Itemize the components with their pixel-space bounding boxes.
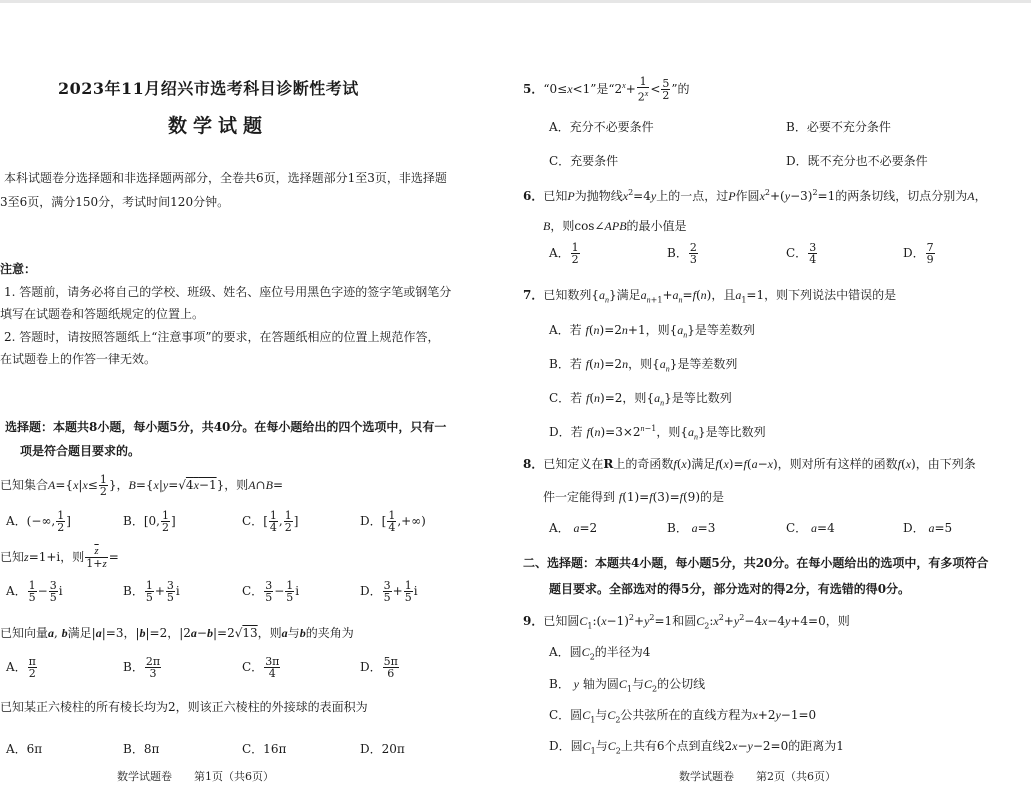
subject-title: 数学试题: [168, 115, 269, 137]
q6-stem-line1: 6．已知P为抛物线$x^2=4y$上的一点，过P作圆$x^2+(y-3)^2=1$的两条切线，切点分别为A，: [523, 188, 987, 203]
q3-option-d: D． $\frac{5\pi}{6}$: [360, 655, 398, 680]
q9-stem: 9．已知圆$C_1:(x-1)^2+y^2=1$和圆$C_2:x^2+y^2-4x-4y+4=0$，则: [523, 613, 850, 631]
q1-stem: 已知集合A={x|x≤ $\frac{1}{2}$ }，B={x|y=√4x−1}，则A∩B=: [0, 473, 284, 498]
q3-option-b: B． $\frac{2\pi}{3}$: [123, 655, 161, 680]
q8-option-a: A． a=2: [549, 521, 598, 535]
top-border: [0, 0, 1031, 3]
intro-line-1: 本科试题卷分选择题和非选择题两部分，全卷共6页，选择题部分1至3页，非选择题: [4, 171, 447, 185]
notice-heading: 注意：: [0, 262, 37, 276]
q7-stem: 7．已知数列$\{a_n\}$满足$a_{n+1}+a_n=f(n)$，且$a_1=1$，则下列说法中错误的是: [523, 288, 897, 305]
q3-stem: 已知向量a, b满足|a|=3，|b|=2，|2a−b|=2√13，则a与b的夹角为: [0, 626, 354, 640]
q6-option-a: A． $\frac{1}{2}$: [549, 241, 579, 266]
notice-line-1: 1. 答题前，请务必将自己的学校、班级、姓名、座位号用黑色字迹的签字笔或钢笔分: [4, 285, 452, 299]
q6-option-c: C． $\frac{3}{4}$: [786, 241, 817, 266]
notice-line-4: 在试题卷上的作答一律无效。: [0, 352, 157, 366]
q7-option-a: A．若 f(n)=2n+1，则$\{a_n\}$是等差数列: [549, 323, 755, 340]
section1-heading-line2: 项是符合题目要求的。: [20, 444, 141, 458]
intro-line-2: 3至6页，满分150分，考试时间120分钟。: [0, 195, 230, 209]
q6-stem-line2: B，则cos∠APB的最小值是: [543, 219, 687, 233]
section1-heading-line1: 选择题：本题共8小题，每小题5分，共40分。在每小题给出的四个选项中，只有一: [5, 420, 447, 434]
q5-option-c: C．充要条件: [549, 154, 619, 168]
q6-option-d: D． $\frac{7}{9}$: [903, 241, 934, 266]
q7-option-c: C．若 f(n)=2，则$\{a_n\}$是等比数列: [549, 391, 732, 408]
section2-heading-line1: 二、选择题：本题共4小题，每小题5分，共20分。在每小题给出的选项中，有多项符合: [523, 556, 989, 570]
q8-stem-line1: 8．已知定义在R上的奇函数f(x)满足f(x)=f(a−x)，则对所有这样的函数f(x)，由下列条: [523, 457, 976, 471]
q9-option-a: A．圆$C_2$的半径为4: [549, 645, 651, 662]
q2-option-c: C． $\frac{3}{5}$ − $\frac{1}{5}$ i: [242, 579, 300, 604]
q6-option-b: B． $\frac{2}{3}$: [667, 241, 697, 266]
q2-option-b: B． $\frac{1}{5}$ + $\frac{3}{5}$ i: [123, 579, 180, 604]
q4-stem: 已知某正六棱柱的所有棱长均为2，则该正六棱柱的外接球的表面积为: [0, 700, 368, 714]
q7-option-d: D．若 $f(n)=3\times 2^{n-1}$，则$\{a_n\}$是等比数列: [549, 424, 766, 442]
page-2-footer: 数学试题卷 第2页（共6页）: [679, 770, 836, 783]
notice-line-2: 填写在试题卷和答题纸规定的位置上。: [0, 307, 205, 321]
q9-option-d: D．圆$C_1$与$C_2$上共有6个点到直线2x−y−2=0的距离为1: [549, 739, 844, 756]
q3-option-a: A． $\frac{\pi}{2}$: [6, 655, 36, 680]
q8-option-d: D． a=5: [903, 521, 953, 535]
q1-option-d: D．[ $\frac{1}{4}$ ,+∞): [360, 509, 426, 534]
q4-option-b: B．8π: [123, 742, 160, 756]
q9-option-b: B． y 轴为圆$C_1$与$C_2$的公切线: [549, 677, 706, 694]
q2-option-a: A． $\frac{1}{5}$ − $\frac{3}{5}$ i: [6, 579, 63, 604]
q3-option-c: C． $\frac{3\pi}{4}$: [242, 655, 280, 680]
q8-option-c: C． a=4: [786, 521, 835, 535]
q1-option-c: C．[ $\frac{1}{4}$ , $\frac{1}{2}$ ]: [242, 509, 299, 534]
exam-title: 2023年11月绍兴市选考科目诊断性考试: [58, 79, 359, 98]
q1-option-b: B．[0, $\frac{1}{2}$ ]: [123, 509, 176, 534]
section2-heading-line2: 题目要求。全部选对的得5分，部分选对的得2分，有选错的得0分。: [549, 582, 911, 596]
q4-option-c: C．16π: [242, 742, 287, 756]
q4-option-a: A．6π: [6, 742, 43, 756]
q9-option-c: C．圆$C_1$与$C_2$公共弦所在的直线方程为x+2y−1=0: [549, 708, 817, 725]
q5-option-b: B．必要不充分条件: [786, 120, 891, 134]
q4-option-d: D．20π: [360, 742, 405, 756]
q5-stem: 5．“0≤x<1”是“$2^x+$ $\frac{1}{2^x}$ < $\frac{5}{2}$ ”的: [523, 75, 690, 104]
q7-option-b: B．若 f(n)=2n，则$\{a_n\}$是等差数列: [549, 357, 738, 374]
q5-option-d: D．既不充分也不必要条件: [786, 154, 928, 168]
q2-stem: 已知z=1+i，则 $\frac{\overline{z}}{1+z}$ =: [0, 545, 119, 570]
q8-option-b: B． a=3: [667, 521, 716, 535]
q8-stem-line2: 件一定能得到 f(1)=f(3)=f(9)的是: [543, 490, 725, 504]
q2-option-d: D． $\frac{3}{5}$ + $\frac{1}{5}$ i: [360, 579, 418, 604]
page-1-footer: 数学试题卷 第1页（共6页）: [117, 770, 274, 783]
q5-option-a: A．充分不必要条件: [549, 120, 654, 134]
notice-line-3: 2. 答题时，请按照答题纸上“注意事项”的要求，在答题纸相应的位置上规范作答，: [4, 330, 440, 344]
q1-option-a: A．(−∞, $\frac{1}{2}$ ]: [6, 509, 71, 534]
